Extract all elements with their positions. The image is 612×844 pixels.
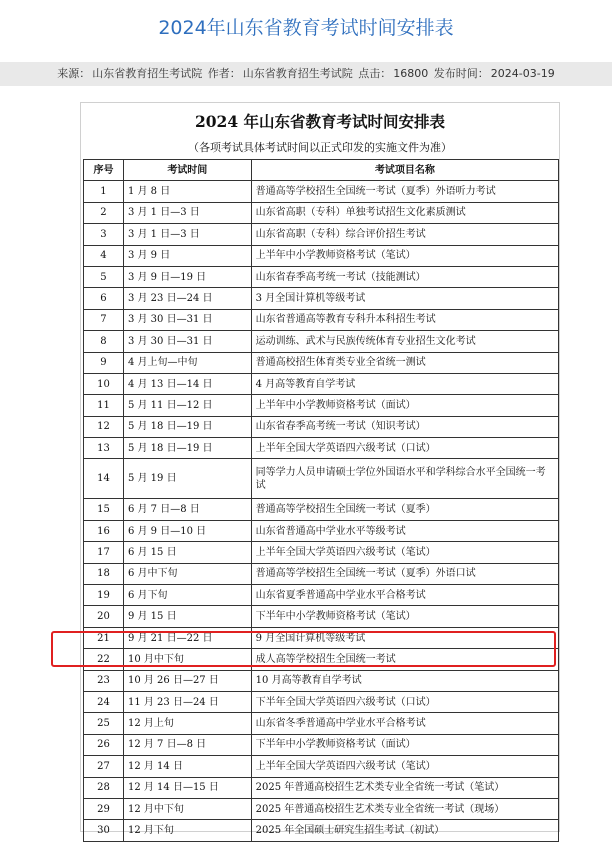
table-row bbox=[84, 734, 559, 755]
exam-name: 上半年全国大学英语四六级考试（笔试） bbox=[251, 542, 558, 563]
table-row bbox=[84, 245, 559, 266]
row-number: 24 bbox=[84, 691, 124, 712]
table-row bbox=[84, 756, 559, 777]
table-row bbox=[84, 331, 559, 352]
table-row bbox=[84, 777, 559, 798]
exam-name: 2025 年普通高校招生艺术类专业全省统一考试（现场） bbox=[251, 798, 558, 819]
clicks-value: 16800 bbox=[393, 67, 429, 80]
exam-name: 普通高等学校招生全国统一考试（夏季）外语口试 bbox=[251, 563, 558, 584]
exam-name: 同等学力人员申请硕士学位外国语水平和学科综合水平全国统一考试 bbox=[251, 459, 558, 499]
table-header-row bbox=[84, 160, 559, 181]
table-body bbox=[84, 181, 559, 841]
exam-date: 9 月 21 日—22 日 bbox=[123, 627, 251, 648]
row-number: 23 bbox=[84, 670, 124, 691]
exam-date: 12 月中下旬 bbox=[123, 798, 251, 819]
author-value: 山东省教育招生考试院 bbox=[242, 67, 353, 80]
exam-name: 成人高等学校招生全国统一考试 bbox=[251, 649, 558, 670]
exam-date: 5 月 11 日—12 日 bbox=[123, 395, 251, 416]
row-number: 2 bbox=[84, 202, 124, 223]
table-row bbox=[84, 713, 559, 734]
row-number: 28 bbox=[84, 777, 124, 798]
row-number: 27 bbox=[84, 756, 124, 777]
table-row bbox=[84, 416, 559, 437]
table-row bbox=[84, 585, 559, 606]
exam-name: 上半年中小学教师资格考试（面试） bbox=[251, 395, 558, 416]
clicks-label: 点击： bbox=[358, 67, 392, 80]
table-row bbox=[84, 266, 559, 287]
exam-date: 9 月 15 日 bbox=[123, 606, 251, 627]
exam-name: 普通高等学校招生全国统一考试（夏季）外语听力考试 bbox=[251, 181, 558, 202]
table-row bbox=[84, 352, 559, 373]
table-row bbox=[84, 542, 559, 563]
exam-date: 6 月 7 日—8 日 bbox=[123, 499, 251, 520]
table-row bbox=[84, 499, 559, 520]
row-number: 14 bbox=[84, 459, 124, 499]
exam-name: 下半年全国大学英语四六级考试（口试） bbox=[251, 691, 558, 712]
page-title: 2024年山东省教育考试时间安排表 bbox=[158, 17, 454, 39]
table-row bbox=[84, 288, 559, 309]
row-number: 13 bbox=[84, 438, 124, 459]
exam-date: 12 月 14 日—15 日 bbox=[123, 777, 251, 798]
exam-date: 6 月 9 日—10 日 bbox=[123, 520, 251, 541]
exam-date: 3 月 30 日—31 日 bbox=[123, 309, 251, 330]
table-row bbox=[84, 820, 559, 841]
exam-date: 4 月上旬—中旬 bbox=[123, 352, 251, 373]
exam-name: 3 月全国计算机等级考试 bbox=[251, 288, 558, 309]
row-number: 21 bbox=[84, 627, 124, 648]
exam-date: 12 月上旬 bbox=[123, 713, 251, 734]
document-image bbox=[80, 102, 560, 837]
exam-name: 山东省春季高考统一考试（知识考试） bbox=[251, 416, 558, 437]
exam-name: 下半年中小学教师资格考试（面试） bbox=[251, 734, 558, 755]
exam-date: 6 月 15 日 bbox=[123, 542, 251, 563]
exam-date: 10 月中下旬 bbox=[123, 649, 251, 670]
exam-date: 3 月 1 日—3 日 bbox=[123, 202, 251, 223]
table-row bbox=[84, 563, 559, 584]
exam-name: 山东省普通高中学业水平等级考试 bbox=[251, 520, 558, 541]
publish-label: 发布时间： bbox=[433, 67, 489, 80]
table-row bbox=[84, 606, 559, 627]
table-row bbox=[84, 627, 559, 648]
table-row bbox=[84, 395, 559, 416]
exam-date: 3 月 30 日—31 日 bbox=[123, 331, 251, 352]
exam-name: 上半年全国大学英语四六级考试（口试） bbox=[251, 438, 558, 459]
exam-date: 3 月 9 日 bbox=[123, 245, 251, 266]
table-row bbox=[84, 309, 559, 330]
row-number: 7 bbox=[84, 309, 124, 330]
exam-name: 上半年全国大学英语四六级考试（笔试） bbox=[251, 756, 558, 777]
table-row bbox=[84, 224, 559, 245]
row-number: 6 bbox=[84, 288, 124, 309]
exam-date: 12 月 14 日 bbox=[123, 756, 251, 777]
row-number: 10 bbox=[84, 373, 124, 394]
row-number: 1 bbox=[84, 181, 124, 202]
row-number: 8 bbox=[84, 331, 124, 352]
exam-name: 上半年中小学教师资格考试（笔试） bbox=[251, 245, 558, 266]
exam-date: 3 月 9 日—19 日 bbox=[123, 266, 251, 287]
exam-schedule-table bbox=[83, 159, 559, 842]
author-label: 作者： bbox=[207, 67, 241, 80]
exam-name: 运动训练、武术与民族传统体育专业招生文化考试 bbox=[251, 331, 558, 352]
table-row bbox=[84, 438, 559, 459]
exam-name: 2025 年普通高校招生艺术类专业全省统一考试（笔试） bbox=[251, 777, 558, 798]
exam-date: 12 月下旬 bbox=[123, 820, 251, 841]
row-number: 3 bbox=[84, 224, 124, 245]
exam-name: 山东省冬季普通高中学业水平合格考试 bbox=[251, 713, 558, 734]
row-number: 4 bbox=[84, 245, 124, 266]
table-row bbox=[84, 520, 559, 541]
row-number: 30 bbox=[84, 820, 124, 841]
exam-name: 4 月高等教育自学考试 bbox=[251, 373, 558, 394]
column-header-date: 考试时间 bbox=[123, 160, 251, 181]
row-number: 11 bbox=[84, 395, 124, 416]
exam-date: 5 月 18 日—19 日 bbox=[123, 416, 251, 437]
exam-date: 6 月中下旬 bbox=[123, 563, 251, 584]
table-row bbox=[84, 181, 559, 202]
document-title: 2024 年山东省教育考试时间安排表 bbox=[194, 112, 446, 131]
exam-date: 10 月 26 日—27 日 bbox=[123, 670, 251, 691]
exam-name: 2025 年全国硕士研究生招生考试（初试） bbox=[251, 820, 558, 841]
exam-date: 3 月 1 日—3 日 bbox=[123, 224, 251, 245]
article-meta-bar bbox=[0, 62, 612, 86]
exam-name: 9 月全国计算机等级考试 bbox=[251, 627, 558, 648]
row-number: 17 bbox=[84, 542, 124, 563]
row-number: 9 bbox=[84, 352, 124, 373]
source-value: 山东省教育招生考试院 bbox=[92, 67, 203, 80]
exam-name: 下半年中小学教师资格考试（笔试） bbox=[251, 606, 558, 627]
exam-name: 山东省普通高等教育专科升本科招生考试 bbox=[251, 309, 558, 330]
document-subtitle: （各项考试具体考试时间以正式印发的实施文件为准） bbox=[188, 141, 452, 154]
row-number: 19 bbox=[84, 585, 124, 606]
row-number: 5 bbox=[84, 266, 124, 287]
exam-date: 11 月 23 日—24 日 bbox=[123, 691, 251, 712]
exam-date: 3 月 23 日—24 日 bbox=[123, 288, 251, 309]
row-number: 12 bbox=[84, 416, 124, 437]
row-number: 25 bbox=[84, 713, 124, 734]
row-number: 15 bbox=[84, 499, 124, 520]
exam-name: 山东省夏季普通高中学业水平合格考试 bbox=[251, 585, 558, 606]
table-row bbox=[84, 670, 559, 691]
source-label: 来源： bbox=[57, 67, 91, 80]
exam-name: 普通高校招生体育类专业全省统一测试 bbox=[251, 352, 558, 373]
exam-name: 山东省春季高考统一考试（技能测试） bbox=[251, 266, 558, 287]
table-row bbox=[84, 373, 559, 394]
table-row bbox=[84, 691, 559, 712]
exam-date: 5 月 18 日—19 日 bbox=[123, 438, 251, 459]
publish-date: 2024-03-19 bbox=[490, 67, 555, 80]
row-number: 26 bbox=[84, 734, 124, 755]
row-number: 29 bbox=[84, 798, 124, 819]
exam-date: 1 月 8 日 bbox=[123, 181, 251, 202]
exam-name: 山东省高职（专科）综合评价招生考试 bbox=[251, 224, 558, 245]
table-row bbox=[84, 649, 559, 670]
table-row bbox=[84, 459, 559, 499]
row-number: 20 bbox=[84, 606, 124, 627]
column-header-no: 序号 bbox=[84, 160, 124, 181]
row-number: 18 bbox=[84, 563, 124, 584]
table-row bbox=[84, 798, 559, 819]
exam-date: 4 月 13 日—14 日 bbox=[123, 373, 251, 394]
exam-name: 10 月高等教育自学考试 bbox=[251, 670, 558, 691]
row-number: 22 bbox=[84, 649, 124, 670]
exam-name: 普通高等学校招生全国统一考试（夏季） bbox=[251, 499, 558, 520]
row-number: 16 bbox=[84, 520, 124, 541]
table-row bbox=[84, 202, 559, 223]
column-header-name: 考试项目名称 bbox=[251, 160, 558, 181]
exam-date: 5 月 19 日 bbox=[123, 459, 251, 499]
exam-name: 山东省高职（专科）单独考试招生文化素质测试 bbox=[251, 202, 558, 223]
exam-date: 12 月 7 日—8 日 bbox=[123, 734, 251, 755]
exam-date: 6 月下旬 bbox=[123, 585, 251, 606]
